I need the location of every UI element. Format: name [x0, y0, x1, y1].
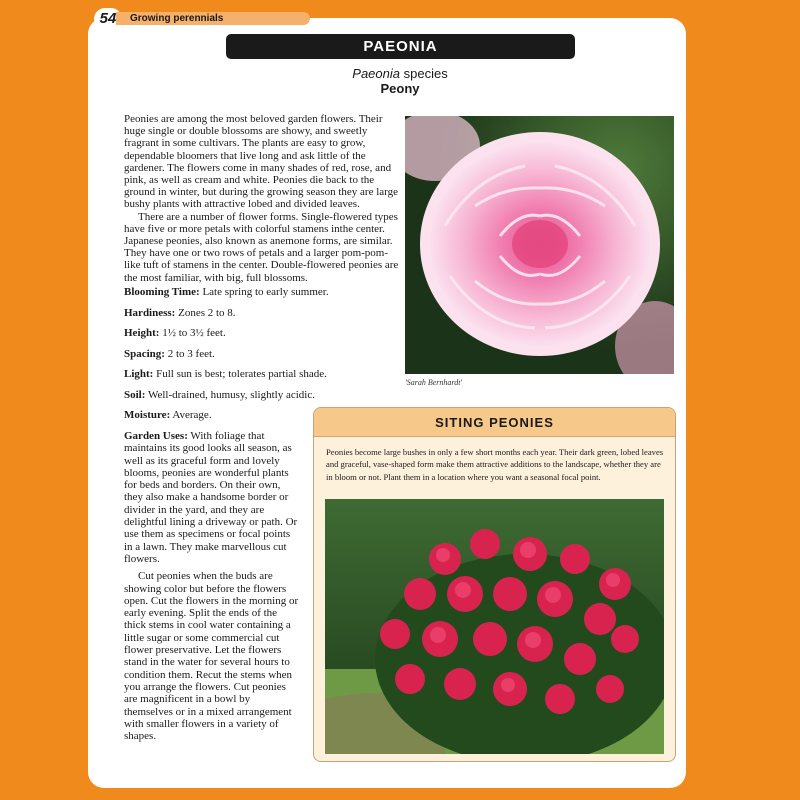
fact-label: Hardiness: — [124, 306, 176, 319]
fact-label: Spacing: — [124, 347, 165, 360]
intro-text — [124, 113, 399, 284]
fact-value: Well-drained, humusy, slightly acidic. — [145, 388, 315, 401]
fact-hardiness — [124, 307, 424, 319]
sidebar-text: Peonies become large bushes in only a few short months each year. Their dark green, lobed leaves and graceful, vase-shaped form make them attractive additions to the landscape, whether they are in bloom or not. Plant them in a location where you want a seasonal focal point. — [326, 447, 664, 482]
section-title: Growing perennials — [116, 12, 310, 25]
fact-spacing — [124, 348, 424, 360]
siting-sidebar — [313, 407, 676, 762]
photo-caption: 'Sarah Bernhardt' — [405, 378, 463, 387]
cutting-paragraph: Cut peonies when the buds are showing color but before the flowers open. Cut the flowers in the morning or early evening. Split the ends of the thick stems in cool water containing a little sugar or some commercial cut flower preservative. Let the flowers stand in the water for several hours to condition them. Recut the stems when you arrange the flowers. Cut peonies are magnificent in a bowl by themselves or in a mixed arrangement with smaller flowers in a variety of shapes. — [124, 570, 299, 743]
garden-uses-paragraph — [124, 430, 299, 565]
intro-paragraph: Peonies are among the most beloved garden flowers. Their huge single or double blossoms are showy, and sweetly fragrant in some cultivars. The plants are easy to grow, dependable bloomers that live long and ask little of the gardener. The flowers come in many shades of red, rose, and pink, as well as cream and white. Peonies die back to the ground in winter, but during the growing season they are large bushy plants with attractive lobed and divided leaves. — [124, 113, 398, 211]
plant-title: PAEONIA — [226, 34, 575, 59]
fact-value: Average. — [170, 409, 212, 421]
fact-value: 1½ to 3½ feet. — [159, 327, 226, 339]
fact-value: Full sun is best; tolerates partial shade. — [153, 368, 327, 380]
fact-value: 2 to 3 feet. — [164, 347, 215, 360]
garden-uses-label: Garden Uses: — [124, 430, 188, 442]
fact-label: Blooming Time: — [124, 286, 200, 298]
common-name: Peony — [380, 81, 420, 96]
fact-height — [124, 327, 424, 339]
sidebar-title: SITING PEONIES — [314, 408, 675, 437]
peony-photo — [405, 116, 674, 374]
garden-uses-text: With foliage that maintains its good looks all season, as well as its graceful form and lovely blooms, peonies are wonderful plants for beds and borders. On their own, they also make a handsome border or divider in the yard, and they are delightful lining a driveway or path. Or use them as specimens or focal points in a lawn. They make marvellous cut flowers. — [124, 430, 298, 565]
fact-label: Light: — [124, 368, 154, 380]
peony-bush-photo — [325, 499, 664, 754]
genus-name: Paeonia — [352, 66, 400, 81]
peony-illustration — [405, 116, 674, 374]
fact-value: Late spring to early summer. — [199, 286, 329, 298]
intro-paragraph: There are a number of flower forms. Single-flowered types have five or more petals with colorful stamens inthe center. Japanese peonies, also known as anemone forms, are similar. They have one or two rows of petals and a larger pom-pom-like tuft of stamens in the center. Double-flowered peonies are the most familiar, with big, full blossoms. — [124, 210, 399, 284]
page-number: 54 — [94, 8, 122, 30]
fact-soil — [124, 389, 424, 401]
fact-label: Height: — [124, 327, 160, 339]
genus-suffix: species — [400, 66, 448, 81]
scientific-name — [300, 66, 500, 81]
peony-bush-illustration — [325, 499, 664, 754]
garden-uses — [124, 430, 299, 742]
fact-value: Zones 2 to 8. — [175, 306, 236, 319]
fact-label: Moisture: — [124, 409, 171, 421]
fact-label: Soil: — [124, 388, 146, 401]
fact-light — [124, 368, 424, 380]
fact-blooming-time — [124, 286, 424, 298]
